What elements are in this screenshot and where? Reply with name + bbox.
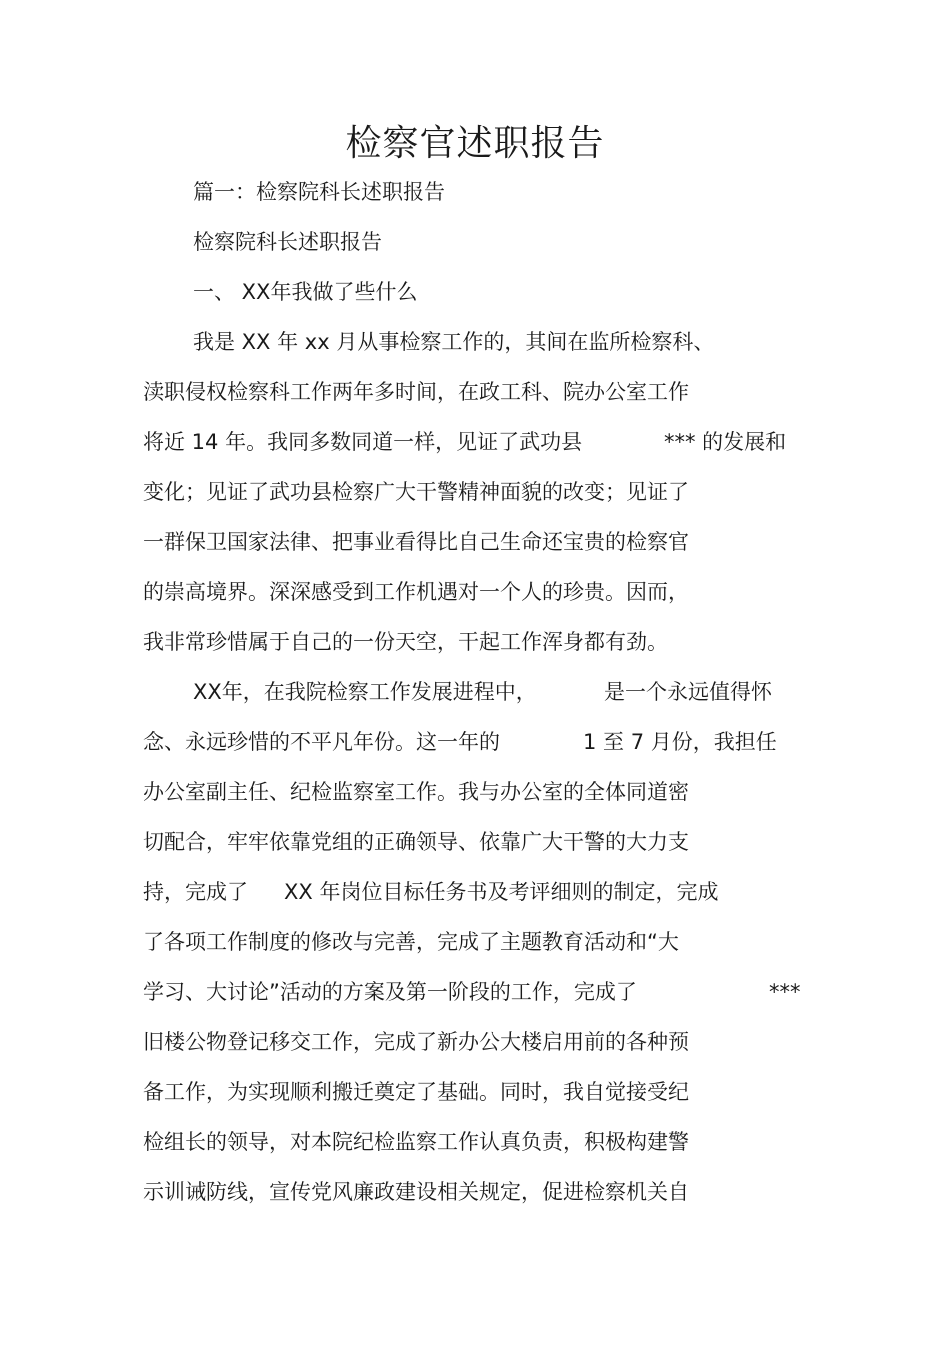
paragraph-line: 我非常珍惜属于自己的一份天空，干起工作浑身都有劲。 bbox=[143, 630, 668, 654]
paragraph-line: 一群保卫国家法律、把事业看得比自己生命还宝贵的检察官 bbox=[143, 530, 689, 554]
paragraph-line: 变化；见证了武功县检察广大干警精神面貌的改变；见证了 bbox=[143, 480, 689, 504]
document-title: 检察官述职报告 bbox=[345, 123, 605, 164]
paragraph-line: 是一个永远值得怀 bbox=[604, 680, 772, 704]
paragraph-line: 渎职侵权检察科工作两年多时间，在政工科、院办公室工作 bbox=[143, 380, 689, 404]
paragraph-line: 切配合，牢牢依靠党组的正确领导、依靠广大干警的大力支 bbox=[143, 830, 689, 854]
paragraph-line: 学习、大讨论”活动的方案及第一阶段的工作，完成了 bbox=[143, 980, 637, 1004]
paragraph-line: *** bbox=[769, 980, 801, 1004]
paragraph-line: XX年，在我院检察工作发展进程中， bbox=[193, 680, 537, 704]
paragraph-line: 了各项工作制度的修改与完善，完成了主题教育活动和“大 bbox=[143, 930, 679, 954]
paragraph-line: 持，完成了 bbox=[143, 880, 248, 904]
paragraph-line: XX 年岗位目标任务书及考评细则的制定，完成 bbox=[284, 880, 719, 904]
paragraph-line: 念、永远珍惜的不平凡年份。这一年的 bbox=[143, 730, 500, 754]
paragraph-line: 将近 14 年。我同多数同道一样，见证了武功县 bbox=[143, 430, 583, 454]
paragraph-line: 1 至 7 月份，我担任 bbox=[583, 730, 777, 754]
paragraph-line: 我是 XX 年 xx 月从事检察工作的，其间在监所检察科、 bbox=[193, 330, 715, 354]
section-heading: 一、 XX年我做了些什么 bbox=[193, 280, 418, 304]
paragraph-line: 旧楼公物登记移交工作，完成了新办公大楼启用前的各种预 bbox=[143, 1030, 689, 1054]
part-heading: 篇一：检察院科长述职报告 bbox=[193, 180, 445, 204]
paragraph-line: 检组长的领导，对本院纪检监察工作认真负责，积极构建警 bbox=[143, 1130, 689, 1154]
paragraph-line: 的崇高境界。深深感受到工作机遇对一个人的珍贵。因而， bbox=[143, 580, 689, 604]
paragraph-line: 备工作，为实现顺利搬迁奠定了基础。同时，我自觉接受纪 bbox=[143, 1080, 689, 1104]
sub-heading: 检察院科长述职报告 bbox=[193, 230, 382, 254]
paragraph-line: 办公室副主任、纪检监察室工作。我与办公室的全体同道密 bbox=[143, 780, 689, 804]
paragraph-line: 示训诫防线，宣传党风廉政建设相关规定，促进检察机关自 bbox=[143, 1180, 689, 1204]
paragraph-line: *** 的发展和 bbox=[664, 430, 787, 454]
